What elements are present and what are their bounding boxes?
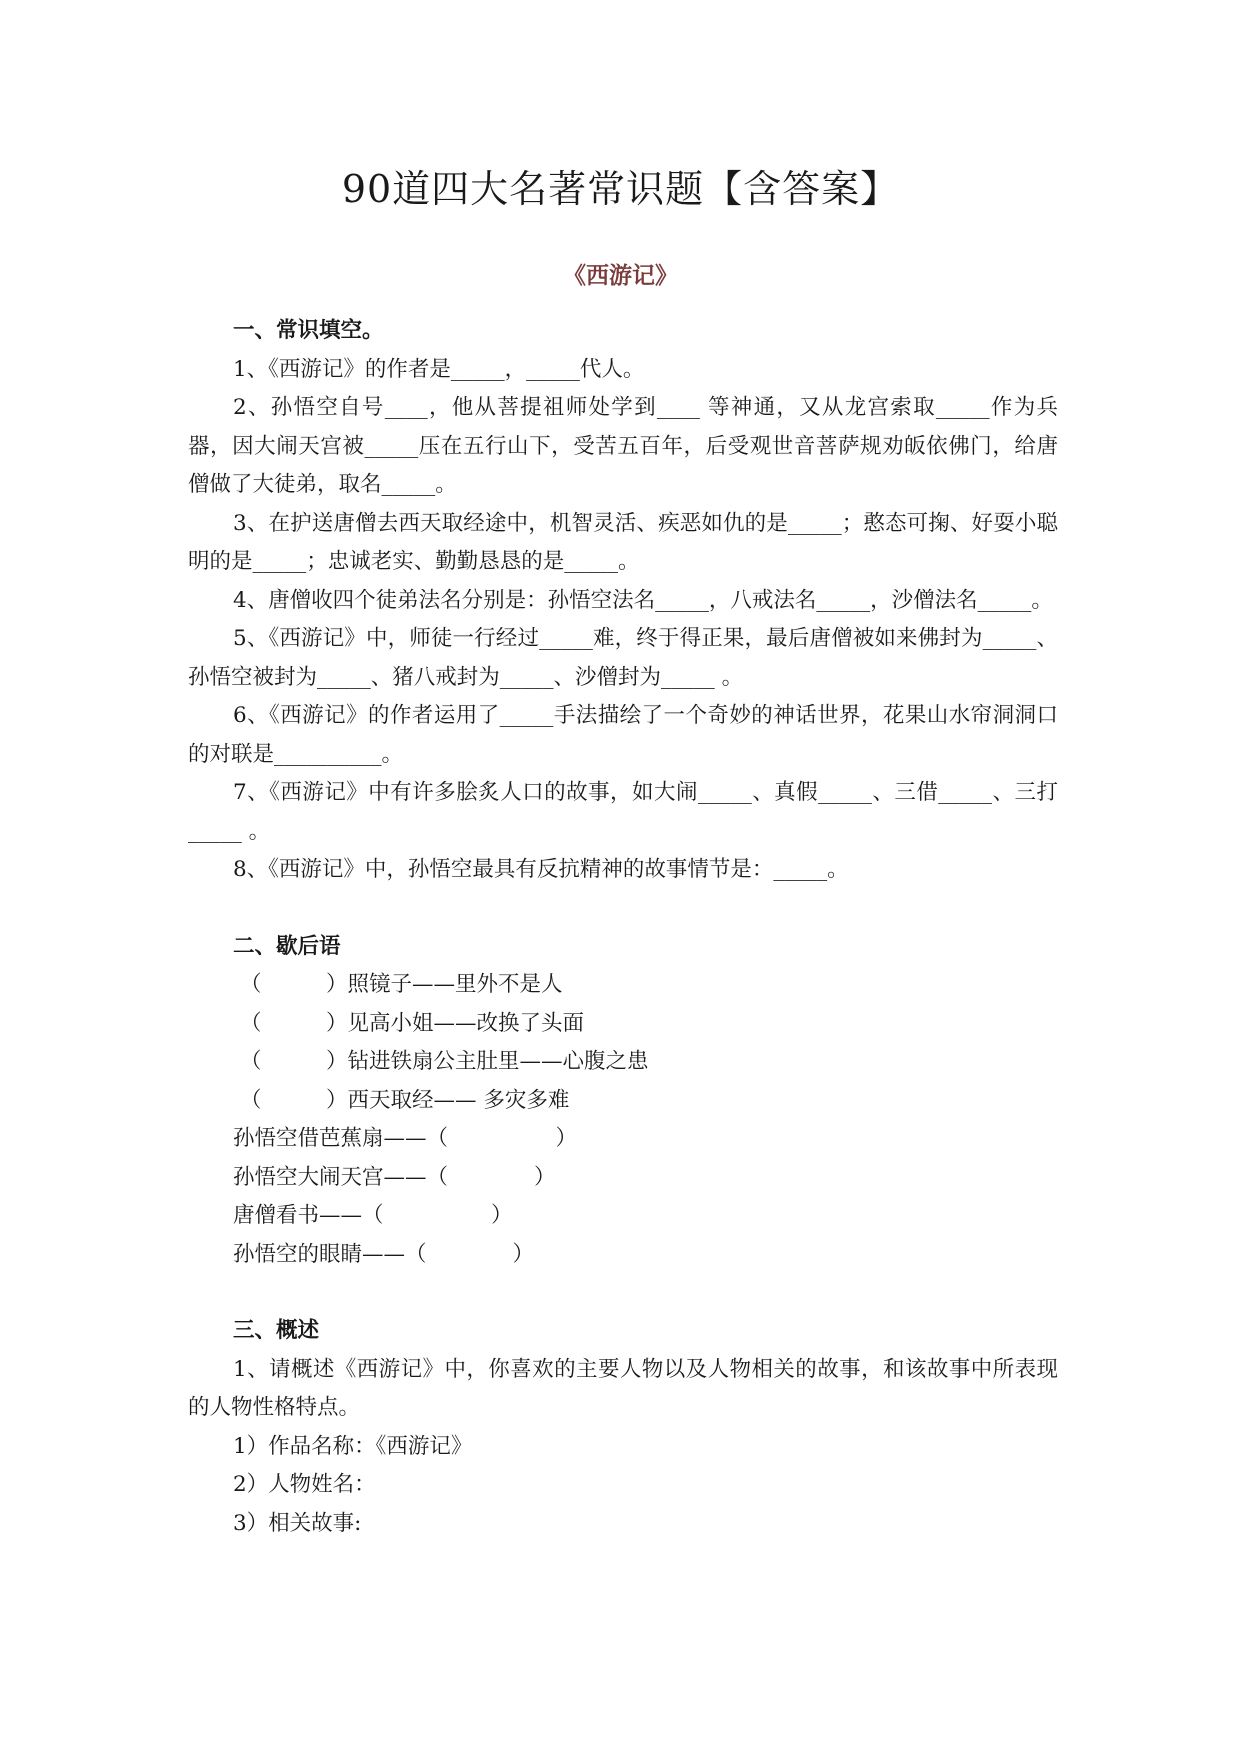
section2-heading: 二、歇后语 xyxy=(233,933,341,959)
section3-item-1: 1）作品名称：《西游记》 xyxy=(233,1433,473,1459)
document-title: 90道四大名著常识题【含答案】 xyxy=(341,167,900,211)
xiehouyu-item-1: （ ）照镜子——里外不是人 xyxy=(240,972,563,997)
xiehouyu-item-3: （ ）钻进铁扇公主肚里——心腹之患 xyxy=(240,1049,649,1074)
section-spacer xyxy=(188,1274,1058,1312)
section3-question: 1、请概述《西游记》中，你喜欢的主要人物以及人物相关的故事，和该故事中所表现的人物性格特点。 xyxy=(188,1356,1058,1420)
section3-item-2: 2）人物姓名： xyxy=(233,1472,376,1497)
section3-item-3: 3）相关故事: xyxy=(233,1510,362,1536)
section1-item-8: 8、《西游记》中，孙悟空最具有反抗精神的故事情节是：_____。 xyxy=(233,857,849,882)
section1-item-6: 6、《西游记》的作者运用了_____手法描绘了一个奇妙的神话世界，花果山水帘洞洞口的对联是__________。 xyxy=(188,703,1058,767)
xiehouyu-item-7: 唐僧看书——（ ） xyxy=(233,1203,513,1228)
section1-heading: 一、常识填空。 xyxy=(233,318,384,343)
xiehouyu-item-5: 孙悟空借芭蕉扇——（ ） xyxy=(233,1126,578,1151)
section1-item-3: 3、在护送唐僧去西天取经途中，机智灵活、疾恶如仇的是_____；憨态可掬、好耍小聪明的是_____；忠诚老实、勤勤恳恳的是_____。 xyxy=(188,510,1058,574)
section3-heading: 三、概述 xyxy=(233,1318,320,1343)
section1-item-1: 1、《西游记》的作者是_____，_____代人。 xyxy=(233,356,645,382)
xiehouyu-item-2: （ ）见高小姐——改换了头面 xyxy=(240,1010,585,1036)
section1-item-2: 2、孙悟空自号____，他从菩提祖师处学到____ 等神通，又从龙宫索取_____作为兵器，因大闹天宫被_____压在五行山下，受苦五百年，后受观世音菩萨规劝皈依佛门，给唐僧做了大徒弟，取名_____。 xyxy=(188,395,1058,497)
xiehouyu-item-6: 孙悟空大闹天宫——（ ） xyxy=(233,1164,556,1190)
xiehouyu-item-8: 孙悟空的眼睛——（ ） xyxy=(233,1241,535,1267)
document-body xyxy=(188,312,1058,1543)
xiehouyu-item-4: （ ）西天取经—— 多灾多难 xyxy=(240,1087,570,1113)
section1-item-7: 7、《西游记》中有许多脍炙人口的故事，如大闹_____、真假_____、三借_____、三打_____ 。 xyxy=(188,780,1058,844)
section1-item-4: 4、唐僧收四个徒弟法名分别是：孙悟空法名_____，八戒法名_____，沙僧法名_____。 xyxy=(233,587,1053,613)
section-spacer xyxy=(188,890,1058,928)
section1-item-5: 5、《西游记》中，师徒一行经过_____难，终于得正果，最后唐僧被如来佛封为_____、孙悟空被封为_____、猪八戒封为_____、沙僧封为_____ 。 xyxy=(188,626,1058,690)
book-subtitle: 《西游记》 xyxy=(563,262,678,289)
